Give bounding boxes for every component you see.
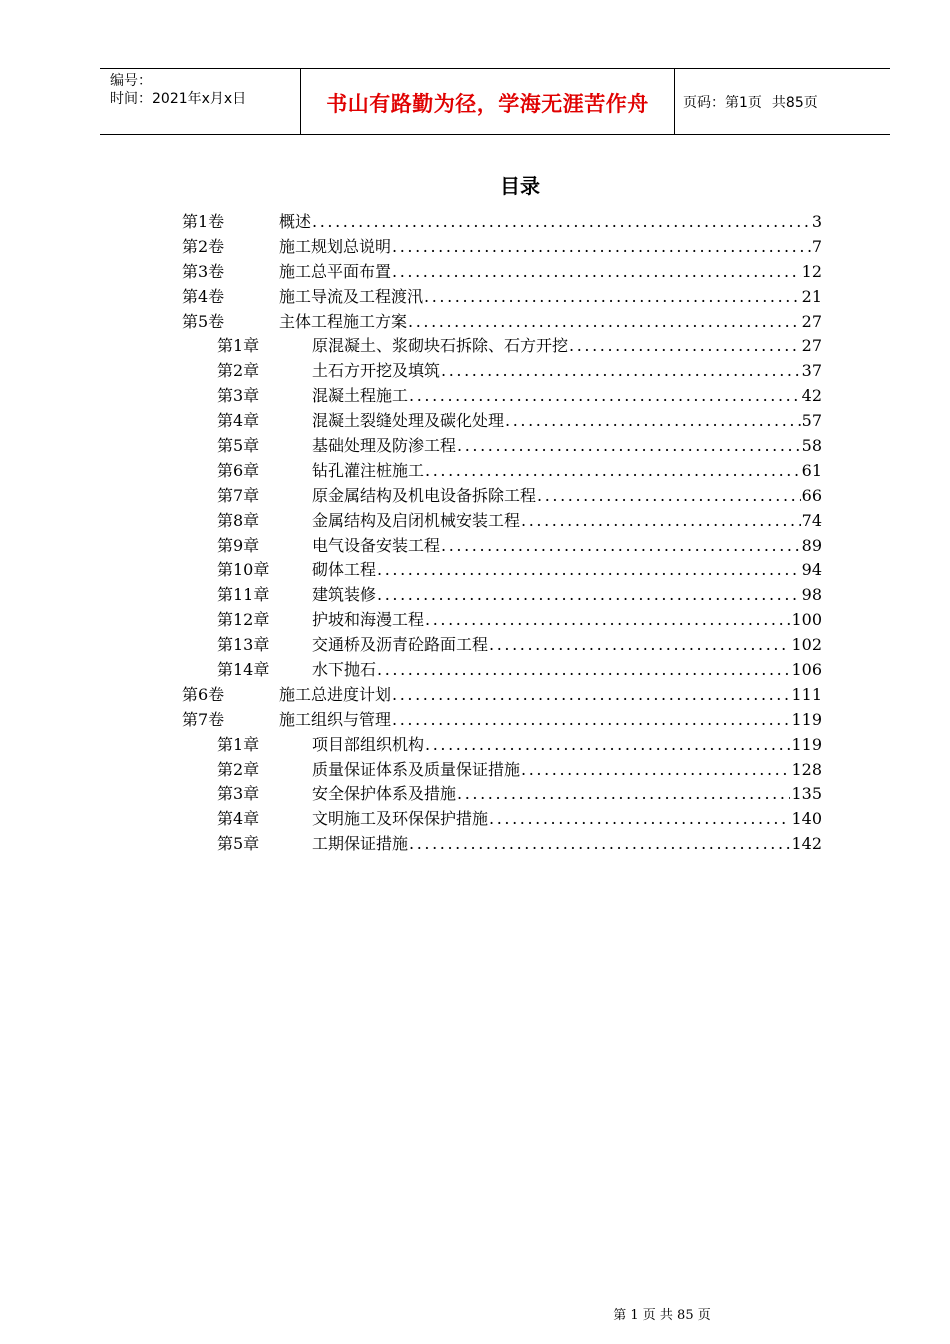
toc-entry-row [312, 658, 822, 683]
toc-entry-row [312, 359, 822, 384]
toc-entry-title: 原金属结构及机电设备拆除工程 [312, 485, 537, 505]
toc-dot-leader [377, 583, 801, 608]
toc-dot-leader [409, 384, 801, 409]
toc-entry-title: 砌体工程 [312, 560, 377, 580]
toc-entry-row [312, 484, 822, 509]
toc-entry-row [312, 758, 822, 783]
toc-entry[interactable] [0, 384, 950, 409]
toc-entry-title: 施工组织与管理 [279, 709, 392, 729]
time-label: 时间：2021年x月x日 [110, 91, 247, 107]
toc-entry[interactable] [0, 434, 950, 459]
toc-dot-leader [521, 758, 790, 783]
toc-dot-leader [392, 260, 801, 285]
toc-entry[interactable] [0, 285, 950, 310]
toc-entry-number: 第13章 [217, 635, 270, 655]
toc-entry-title: 钻孔灌注桩施工 [312, 460, 425, 480]
toc-dot-leader [425, 608, 790, 633]
toc-entry[interactable] [0, 459, 950, 484]
toc-entry-title: 原混凝土、浆砌块石拆除、石方开挖 [312, 336, 569, 356]
toc-entry-page: 140 [791, 809, 822, 829]
toc-entry-row [312, 409, 822, 434]
toc-dot-leader [312, 210, 811, 235]
toc-entry-number: 第3卷 [182, 261, 225, 281]
toc-entry[interactable] [0, 235, 950, 260]
toc-entry-title: 基础处理及防渗工程 [312, 436, 457, 456]
toc-entry[interactable] [0, 683, 950, 708]
toc-entry-title: 交通桥及沥青砼路面工程 [312, 635, 489, 655]
toc-entry[interactable] [0, 334, 950, 359]
toc-entry-row [312, 633, 822, 658]
toc-entry-row [312, 534, 822, 559]
toc-dot-leader [489, 633, 790, 658]
toc-entry-page: 119 [791, 734, 822, 754]
toc-entry-number: 第8章 [217, 510, 260, 530]
toc-entry-row [312, 832, 822, 857]
toc-entry-number: 第2章 [217, 759, 260, 779]
toc-entry-title: 金属结构及启闭机械安装工程 [312, 510, 521, 530]
toc-entry-title: 混凝土程施工 [312, 386, 409, 406]
header-meta [100, 69, 301, 134]
toc-entry-number: 第2卷 [182, 236, 225, 256]
toc-entry-page: 57 [801, 411, 822, 431]
toc-entry-row [312, 807, 822, 832]
toc-entry-number: 第14章 [217, 660, 270, 680]
toc-entry[interactable] [0, 583, 950, 608]
toc-entry-page: 111 [791, 684, 822, 704]
page-info-label: 页码：第1页 [683, 94, 762, 111]
toc-entry-row [312, 434, 822, 459]
toc-entry-number: 第4章 [217, 809, 260, 829]
toc-entry-page: 27 [801, 311, 822, 331]
toc-entry-title: 水下抛石 [312, 660, 377, 680]
toc-entry[interactable] [0, 733, 950, 758]
toc-entry-page: 37 [801, 361, 822, 381]
toc-dot-leader [409, 832, 790, 857]
toc-entry-row [279, 683, 822, 708]
toc-dot-leader [408, 310, 801, 335]
toc-dot-leader [569, 334, 801, 359]
toc-entry[interactable] [0, 758, 950, 783]
toc-entry-number: 第2章 [217, 361, 260, 381]
toc-entry-row [312, 733, 822, 758]
total-pages-label: 共85页 [771, 94, 818, 111]
toc-entry-row [312, 558, 822, 583]
toc-entry-row [279, 708, 822, 733]
toc-entry[interactable] [0, 807, 950, 832]
toc-dot-leader [457, 434, 801, 459]
toc-entry-title: 土石方开挖及填筑 [312, 361, 441, 381]
toc-dot-leader [537, 484, 801, 509]
toc-entry-number: 第6卷 [182, 684, 225, 704]
toc-entry[interactable] [0, 782, 950, 807]
toc-entry-title: 施工规划总说明 [279, 236, 392, 256]
toc-entry-page: 58 [801, 436, 822, 456]
toc-entry-row [312, 782, 822, 807]
toc-entry-number: 第5卷 [182, 311, 225, 331]
toc-dot-leader [377, 558, 801, 583]
toc-entry-number: 第4卷 [182, 286, 225, 306]
toc-entry-number: 第3章 [217, 386, 260, 406]
toc-entry-page: 89 [801, 535, 822, 555]
toc-dot-leader [505, 409, 801, 434]
toc-entry-number: 第1章 [217, 336, 260, 356]
toc-dot-leader [441, 359, 801, 384]
toc-entry-row [312, 608, 822, 633]
toc-entry-page: 135 [791, 784, 822, 804]
toc-entry-title: 电气设备安装工程 [312, 535, 441, 555]
toc-entry[interactable] [0, 310, 950, 335]
toc-entry-number: 第3章 [217, 784, 260, 804]
toc-entry-number: 第10章 [217, 560, 270, 580]
toc-entry[interactable] [0, 608, 950, 633]
toc-entry-page: 102 [791, 635, 822, 655]
toc-entry-row [312, 334, 822, 359]
toc-entry-number: 第5章 [217, 436, 260, 456]
toc-entry-page: 119 [791, 709, 822, 729]
toc-dot-leader [424, 285, 801, 310]
toc-entry-number: 第4章 [217, 411, 260, 431]
toc-entry-number: 第12章 [217, 610, 270, 630]
toc-entry[interactable] [0, 832, 950, 857]
header-motto: 书山有路勤为径，学海无涯苦作舟 [301, 69, 675, 134]
toc-entry-page: 7 [811, 236, 822, 256]
toc-entry-title: 质量保证体系及质量保证措施 [312, 759, 521, 779]
toc-entry[interactable] [0, 210, 950, 235]
toc-entry[interactable] [0, 409, 950, 434]
toc-entry-number: 第7卷 [182, 709, 225, 729]
toc-dot-leader [441, 534, 801, 559]
toc-dot-leader [392, 235, 811, 260]
toc-dot-leader [392, 683, 790, 708]
toc-entry-title: 安全保护体系及措施 [312, 784, 457, 804]
toc-dot-leader [457, 782, 790, 807]
toc-title: 目录 [500, 174, 540, 198]
toc-entry-page: 128 [791, 759, 822, 779]
toc-entry-page: 66 [801, 485, 822, 505]
toc-entry-title: 文明施工及环保保护措施 [312, 809, 489, 829]
toc-dot-leader [377, 658, 790, 683]
toc-entry-row [279, 235, 822, 260]
toc-dot-leader [392, 708, 790, 733]
toc-dot-leader [521, 509, 801, 534]
toc-entry-page: 106 [791, 660, 822, 680]
toc-entry-number: 第1章 [217, 734, 260, 754]
toc-entry-page: 74 [801, 510, 822, 530]
toc-entry[interactable] [0, 658, 950, 683]
toc-entry-page: 3 [811, 212, 822, 231]
toc-entry-title: 护坡和海漫工程 [312, 610, 425, 630]
serial-label: 编号： [110, 73, 152, 89]
toc-entry-title: 混凝土裂缝处理及碳化处理 [312, 411, 505, 431]
toc-entry-title: 施工导流及工程渡汛 [279, 286, 424, 306]
toc-entry[interactable] [0, 708, 950, 733]
toc-entry-title: 主体工程施工方案 [279, 311, 408, 331]
toc-dot-leader [425, 733, 790, 758]
toc-entry-row [279, 310, 822, 335]
toc-entry-page: 61 [801, 460, 822, 480]
toc-entry-title: 概述 [279, 212, 312, 231]
toc-entry-page: 94 [801, 560, 822, 580]
toc-entry[interactable] [0, 558, 950, 583]
toc-dot-leader [489, 807, 790, 832]
toc-entry-number: 第11章 [217, 585, 270, 605]
toc-entry-page: 12 [801, 261, 822, 281]
toc-entry-row [312, 583, 822, 608]
toc-entry[interactable] [0, 484, 950, 509]
toc-entry[interactable] [0, 509, 950, 534]
toc-entry-row [312, 509, 822, 534]
page-header [100, 68, 890, 135]
toc-entry[interactable] [0, 359, 950, 384]
toc-entry[interactable] [0, 534, 950, 559]
toc-entry-row [312, 459, 822, 484]
header-page-info [675, 69, 890, 134]
toc-entry-title: 施工总平面布置 [279, 261, 392, 281]
toc-entry-row [279, 210, 822, 235]
toc-entry-title: 工期保证措施 [312, 834, 409, 854]
toc-entry-page: 42 [801, 386, 822, 406]
toc-entry-page: 100 [791, 610, 822, 630]
toc-entry-page: 98 [801, 585, 822, 605]
toc-entry-number: 第7章 [217, 485, 260, 505]
toc-entry-row [312, 384, 822, 409]
toc-entry-number: 第9章 [217, 535, 260, 555]
toc-entry-page: 21 [801, 286, 822, 306]
toc-entry-number: 第1卷 [182, 212, 225, 231]
toc-entry-number: 第5章 [217, 834, 260, 854]
table-of-contents [0, 210, 950, 857]
toc-entry-title: 施工总进度计划 [279, 684, 392, 704]
toc-entry-page: 142 [791, 834, 822, 854]
page-footer: 第 1 页 共 85 页 [613, 1308, 711, 1323]
toc-entry-row [279, 260, 822, 285]
toc-dot-leader [425, 459, 801, 484]
toc-entry-number: 第6章 [217, 460, 260, 480]
toc-entry-title: 建筑装修 [312, 585, 377, 605]
toc-entry[interactable] [0, 633, 950, 658]
toc-entry[interactable] [0, 260, 950, 285]
toc-entry-page: 27 [801, 336, 822, 356]
toc-entry-row [279, 285, 822, 310]
toc-entry-title: 项目部组织机构 [312, 734, 425, 754]
